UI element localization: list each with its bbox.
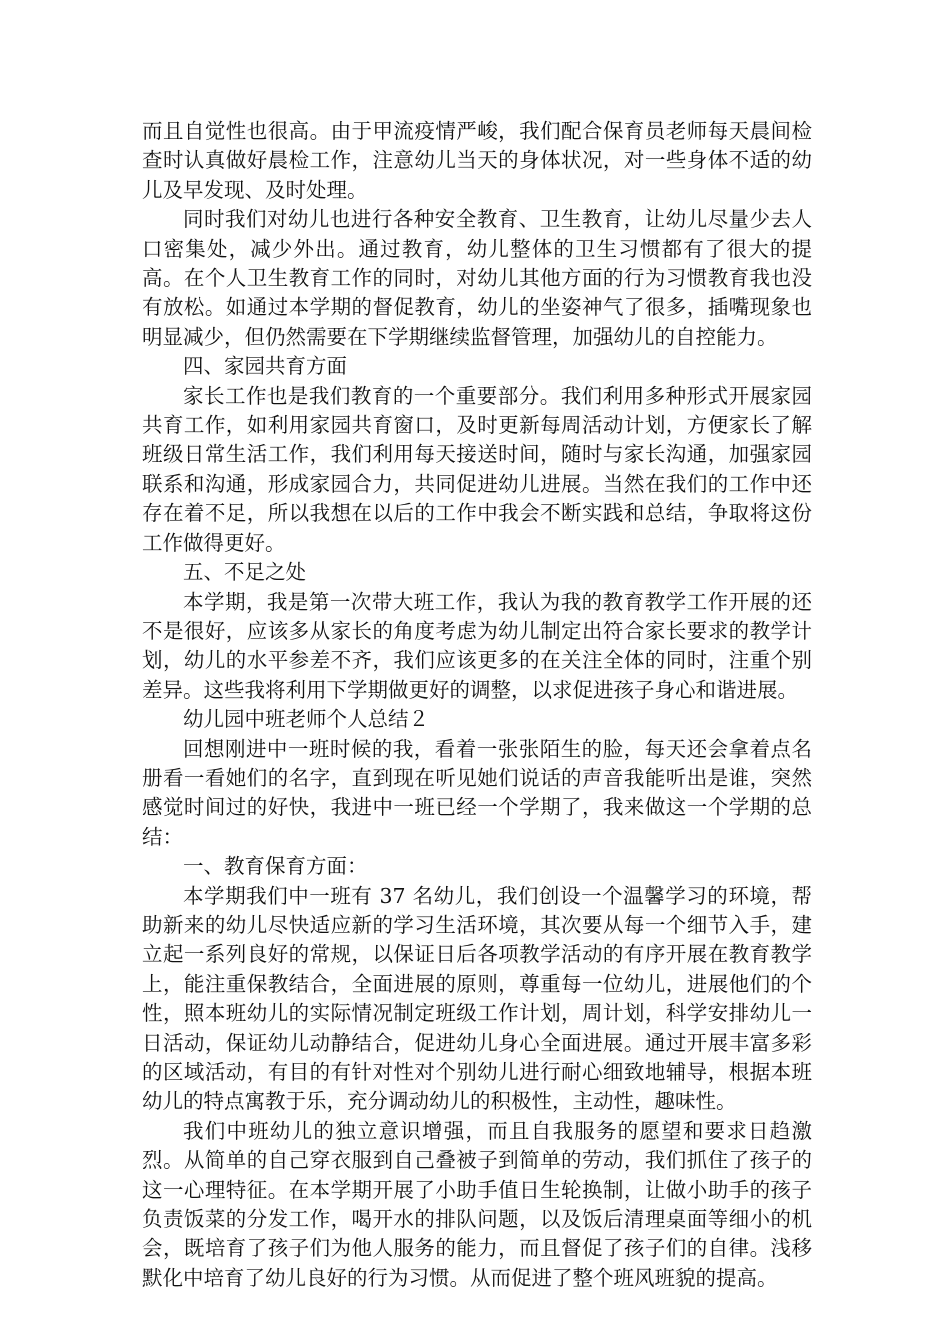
paragraph-safety-hygiene: 同时我们对幼儿也进行各种安全教育、卫生教育，让幼儿尽量少去人口密集处，减少外出。通过教育，幼儿整体的卫生习惯都有了很大的提高。在个人卫生教育工作的同时，对幼儿其他方面的行为习惯教育我也没有放松。如通过本学期的督促教育，幼儿的坐姿神气了很多，插嘴现象也明显减少，但仍然需要在下学期继续监督管理，加强幼儿的自控能力。 (142, 207, 812, 349)
paragraph-independence: 我们中班幼儿的独立意识增强，而且自我服务的愿望和要求日趋激烈。从简单的自己穿衣服到自己叠被子到简单的劳动，我们抓住了孩子的这一心理特征。在本学期开展了小助手值日生轮换制，让做小助手的孩子负责饭菜的分发工作，喝开水的排队问题，以及饭后清理桌面等细小的机会，既培育了孩子们为他人服务的能力，而且督促了孩子们的自律。浅移默化中培育了幼儿良好的行为习惯。从而促进了整个班风班貌的提高。 (142, 1118, 812, 1290)
paragraph-continued: 而且自觉性也很高。由于甲流疫情严峻，我们配合保育员老师每天晨间检查时认真做好晨检工作，注意幼儿当天的身体状况，对一些身体不适的幼儿及早发现、及时处理。 (142, 119, 812, 202)
paragraph-education-details: 本学期我们中一班有 37 名幼儿，我们创设一个温馨学习的环境，帮助新来的幼儿尽快适应新的学习生活环境，其次要从每一个细节入手，建立起一系列良好的常规，以保证日后各项教学活动的有序开展在教育教学上，能注重保教结合，全面进展的原则，尊重每一位幼儿，进展他们的个性，照本班幼儿的实际情况制定班级工作计划，周计划，科学安排幼儿一日活动，保证幼儿动静结合，促进幼儿身心全面进展。通过开展丰富多彩的区域活动，有目的有针对性对个别幼儿进行耐心细致地辅导，根据本班幼儿的特点寓教于乐，充分调动幼儿的积极性，主动性，趣味性。 (142, 883, 812, 1114)
section-heading-home-school: 四、家园共育方面 (183, 354, 347, 379)
paragraph-shortcomings: 本学期，我是第一次带大班工作，我认为我的教育教学工作开展的还不是很好，应该多从家长的角度考虑为幼儿制定出符合家长要求的教学计划，幼儿的水平参差不齐，我们应该更多的在关注全体的同时，注重个别差异。这些我将利用下学期做更好的调整，以求促进孩子身心和谐进展。 (142, 589, 812, 702)
document-page (142, 117, 812, 1293)
paragraph-parent-work: 家长工作也是我们教育的一个重要部分。我们利用多种形式开展家园共育工作，如利用家园共育窗口，及时更新每周活动计划，方便家长了解班级日常生活工作，我们利用每天接送时间，随时与家长沟通，加强家园联系和沟通，形成家园合力，共同促进幼儿进展。当然在我们的工作中还存在着不足，所以我想在以后的工作中我会不断实践和总结，争取将这份工作做得更好。 (142, 383, 812, 555)
document-subtitle: 幼儿园中班老师个人总结２ (183, 707, 429, 732)
section-heading-shortcomings: 五、不足之处 (183, 560, 306, 585)
section-heading-education: 一、教育保育方面： (183, 854, 368, 879)
paragraph-recollection: 回想刚进中一班时候的我，看着一张张陌生的脸，每天还会拿着点名册看一看她们的名字，直到现在听见她们说话的声音我能听出是谁，突然感觉时间过的好快，我进中一班已经一个学期了，我来做这一个学期的总结： (142, 736, 812, 849)
